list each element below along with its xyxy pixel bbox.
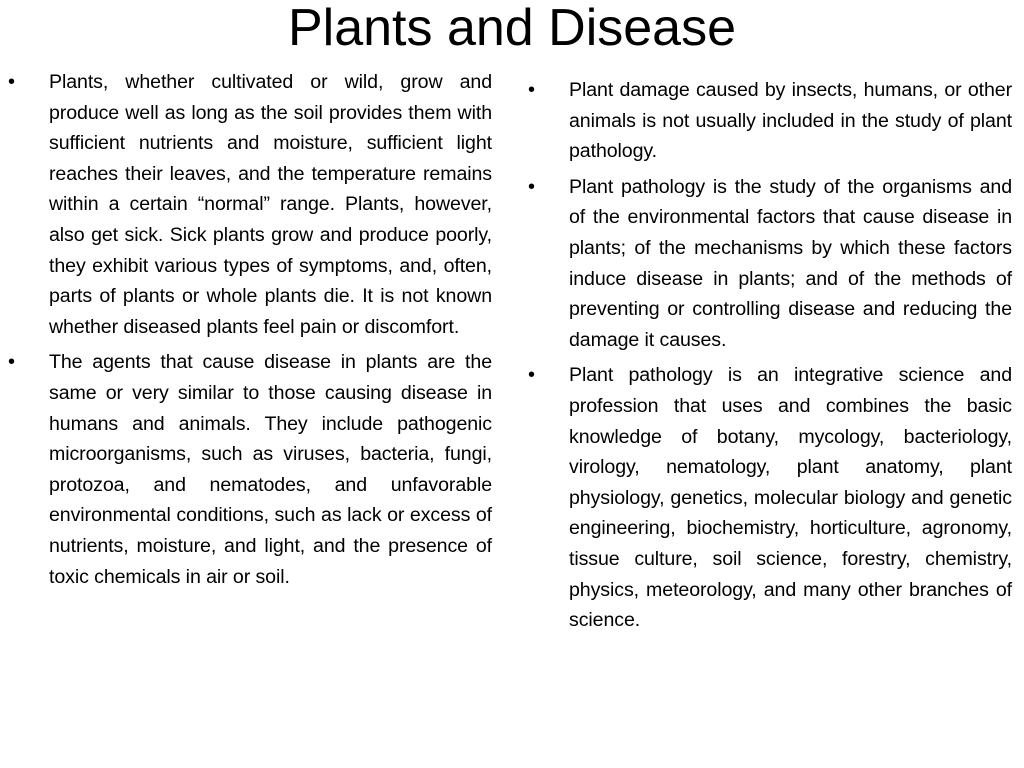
bullet-item [526, 360, 1012, 635]
bullet-dot-icon: • [8, 71, 16, 93]
bullet-text: Plant pathology is an integrative science and profession that uses and combines the basic knowledge of botany, mycology, bacteriology, virology, nematology, plant anatomy, plant physiology, genetics, molecular biology and genetic engineering, biochemistry, horticulture, agronomy, tissue culture, soil science, forestry, chemistry, physics, meteorology, and many other branches of science. [569, 364, 1012, 632]
bullet-item [6, 347, 492, 592]
bullet-text: Plants, whether cultivated or wild, grow and produce well as long as the soil provides them with sufficient nutrients and moisture, sufficient light reaches their leaves, and the temperature remains within a certain “normal” range. Plants, however, also get sick. Sick plants grow and produce poorly, they exhibit various types of symptoms, and, often, parts of plants or whole plants die. It is not known whether diseased plants feel pain or discomfort. [49, 71, 492, 338]
bullet-item [526, 75, 1012, 167]
bullet-item [6, 67, 492, 342]
slide-title: Plants and Disease [287, 0, 737, 57]
bullet-dot-icon: • [8, 351, 16, 374]
bullet-dot-icon: • [528, 175, 536, 198]
bullet-dot-icon: • [528, 79, 536, 101]
bullet-text: Plant pathology is the study of the organisms and of the environmental factors that cause disease in plants; of the mechanisms by which these factors induce disease in plants; and of the methods of preventing or controlling disease and reducing the damage it causes. [569, 175, 1012, 351]
bullet-item [526, 172, 1012, 356]
left-column [6, 67, 492, 597]
bullet-text: Plant damage caused by insects, humans, or other animals is not usually included in the study of plant pathology. [569, 79, 1012, 163]
right-column [526, 75, 1012, 641]
bullet-dot-icon: • [528, 364, 536, 387]
bullet-text: The agents that cause disease in plants are the same or very similar to those causing disease in humans and animals. They include pathogenic microorganisms, such as viruses, bacteria, fungi, protozoa, and nematodes, and unfavorable environmental conditions, such as lack or excess of nutrients, moisture, and light, and the presence of toxic chemicals in air or soil. [49, 351, 492, 588]
